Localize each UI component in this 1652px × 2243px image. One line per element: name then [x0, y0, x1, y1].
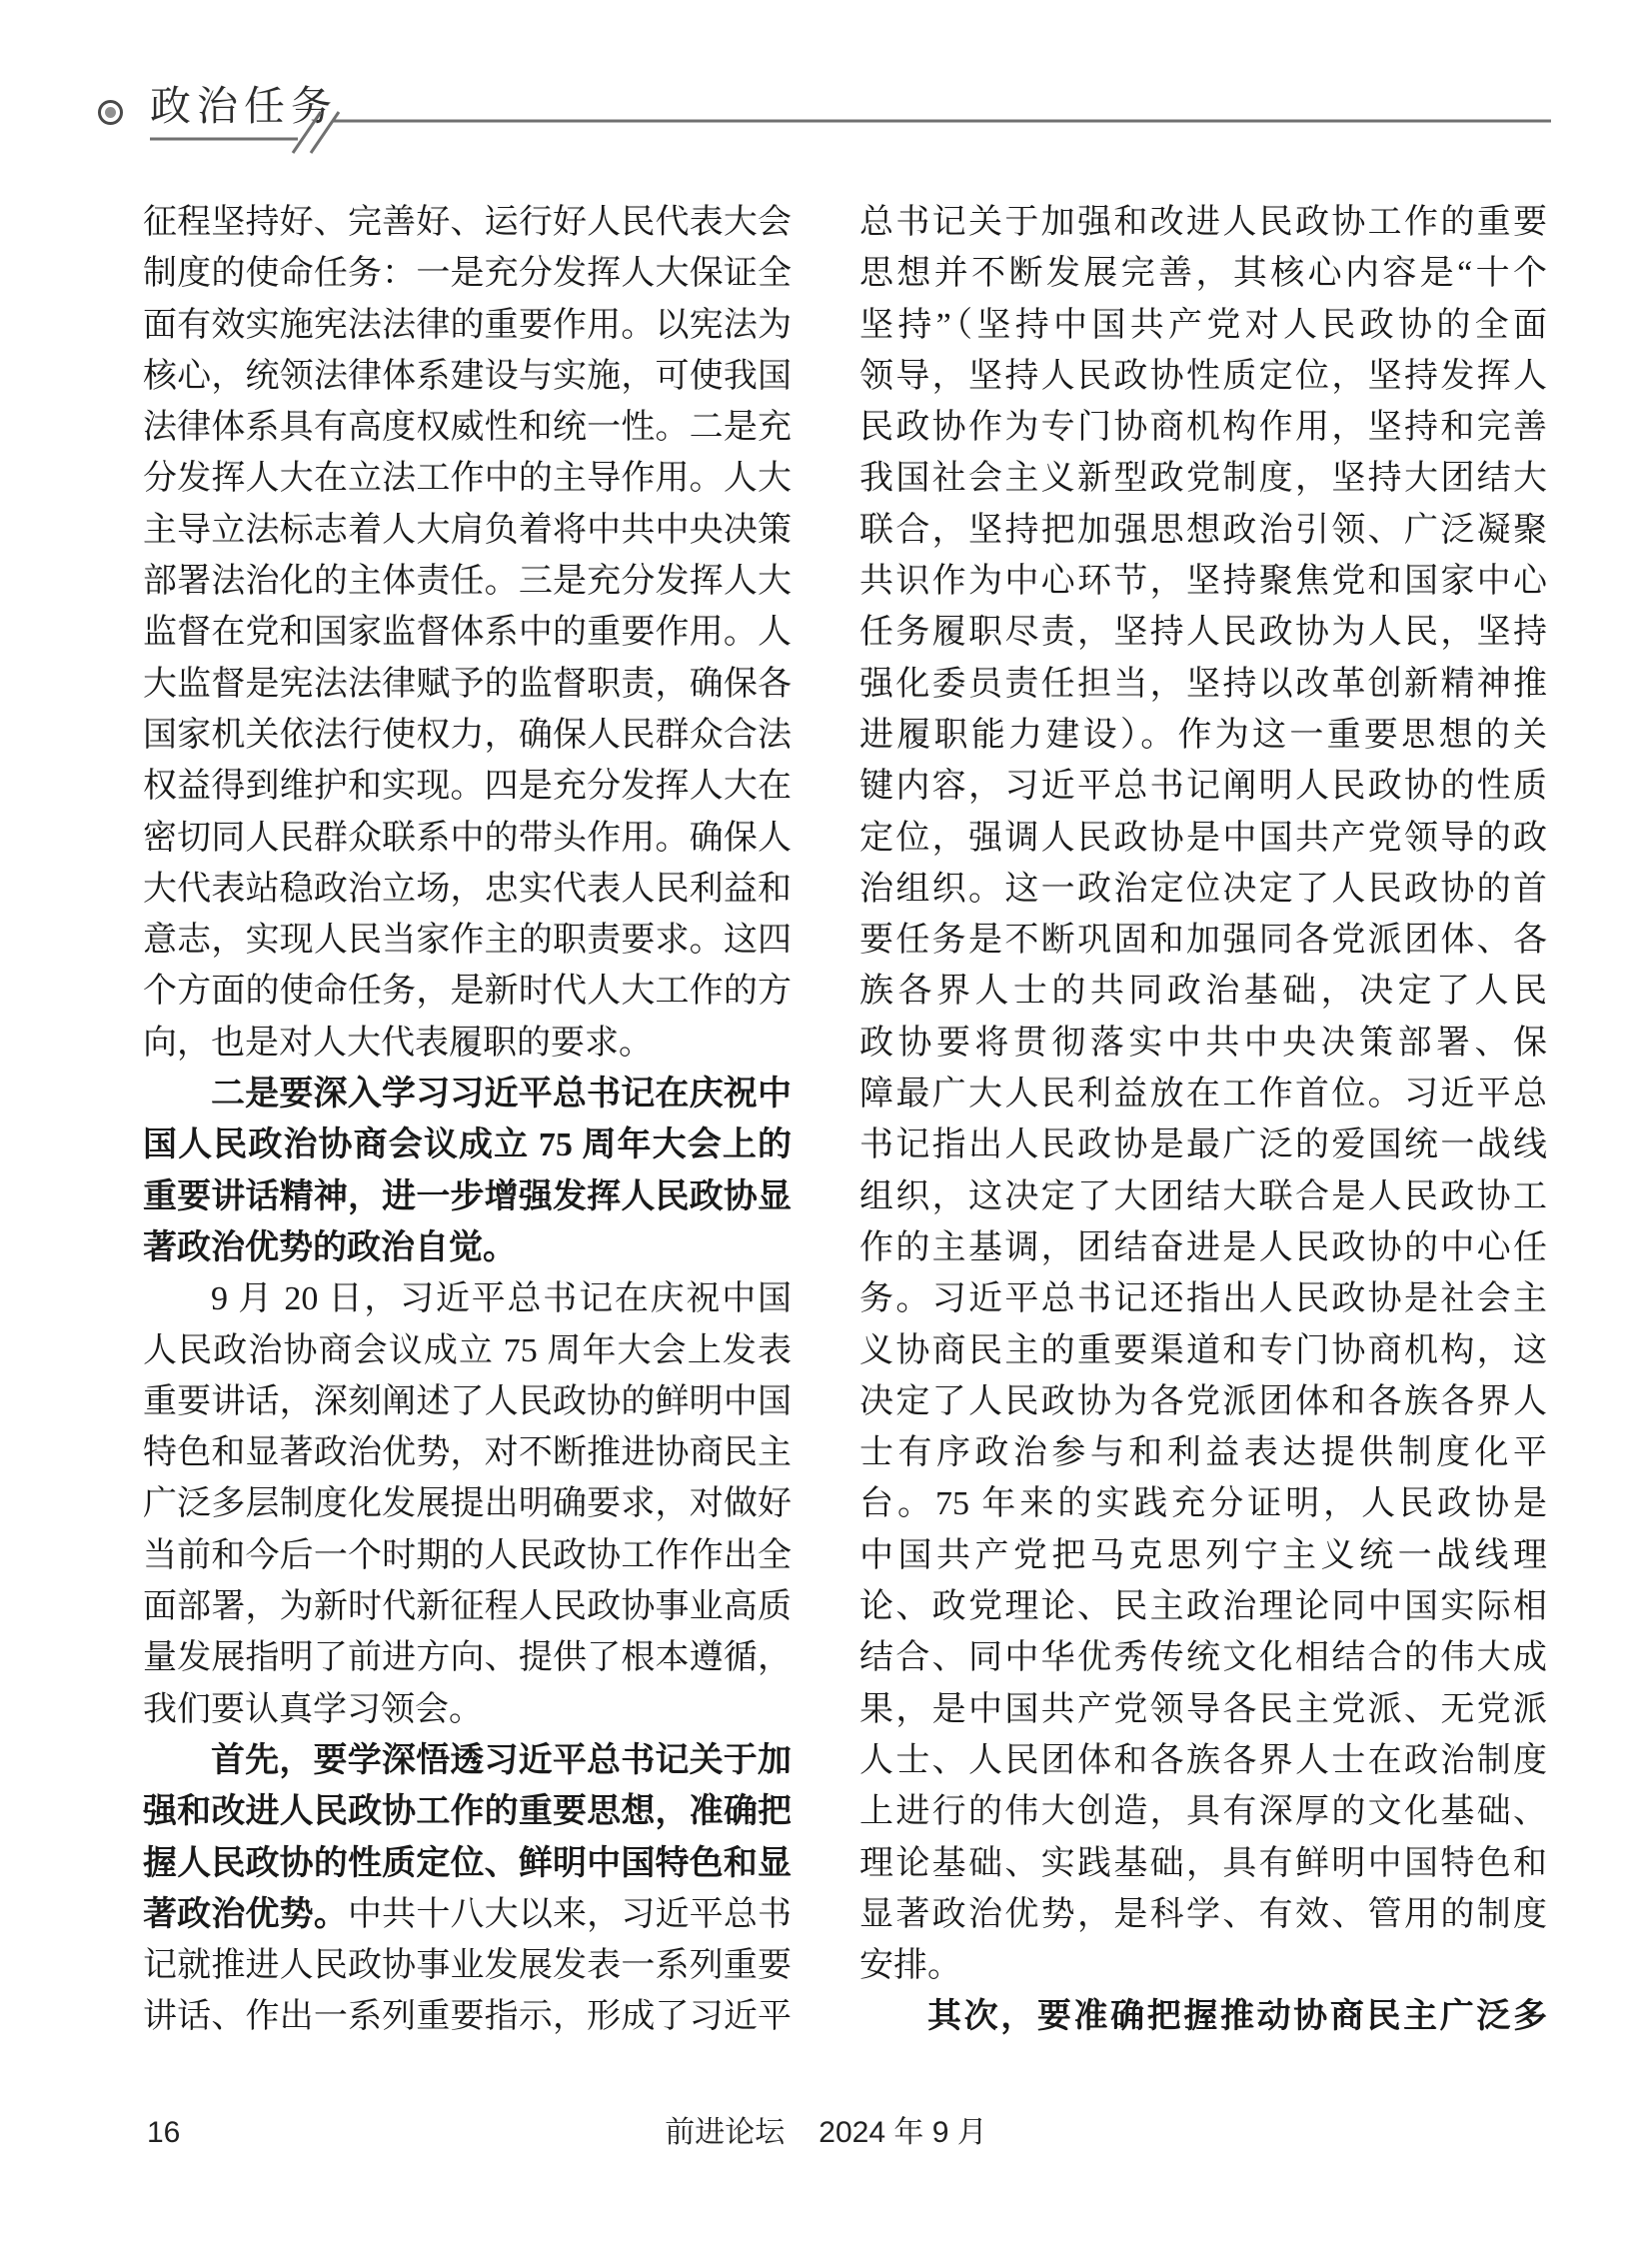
- emphasis-text-segment: 其次，要准确把握推动协商民主广泛多: [927, 1998, 1547, 2036]
- text-line: [143, 248, 792, 299]
- body-text-segment: 台。75 年来的实践充分证明，人民政协是: [859, 1485, 1547, 1523]
- text-line: [143, 1940, 792, 1991]
- body-text-segment: 务。习近平总书记还指出人民政协是社会主: [859, 1280, 1547, 1318]
- text-line: [143, 1478, 792, 1529]
- journal-name: 前进论坛: [665, 2116, 786, 2149]
- body-text-segment: 大监督是宪法法律赋予的监督职责，确保各: [143, 665, 792, 703]
- body-text-segment: 我国社会主义新型政党制度，坚持大团结大: [859, 460, 1547, 498]
- text-line: [143, 505, 792, 556]
- body-text-segment: 定位，强调人民政协是中国共产党领导的政: [859, 819, 1547, 857]
- body-text-segment: 果，是中国共产党领导各民主党派、无党派: [859, 1690, 1547, 1728]
- page-footer: [0, 2115, 1652, 2159]
- body-text-segment: 治组织。这一政治定位决定了人民政协的首: [859, 870, 1547, 908]
- text-line: [143, 1069, 792, 1120]
- text-line: [143, 351, 792, 402]
- text-line: [859, 1273, 1547, 1324]
- text-line: [859, 300, 1547, 351]
- body-text-segment: 重要讲话，深刻阐述了人民政协的鲜明中国: [143, 1382, 792, 1420]
- body-text-segment: 强化委员责任担当，坚持以改革创新精神推: [859, 665, 1547, 703]
- body-text-segment: 结合、同中华优秀传统文化相结合的伟大成: [859, 1639, 1547, 1677]
- body-text-segment: 广泛多层制度化发展提出明确要求，对做好: [143, 1485, 792, 1523]
- text-line: [143, 1376, 792, 1427]
- text-line: [143, 915, 792, 966]
- text-line: [859, 1735, 1547, 1786]
- emphasis-text-segment: 重要讲话精神，进一步增强发挥人民政协显: [143, 1177, 792, 1215]
- body-text-segment: 键内容，习近平总书记阐明人民政协的性质: [859, 768, 1547, 806]
- text-line: [143, 607, 792, 658]
- body-text-segment: 特色和显著政治优势，对不断推进协商民主: [143, 1434, 792, 1472]
- body-text-segment: 障最广大人民利益放在工作首位。习近平总: [859, 1076, 1547, 1114]
- text-line: [859, 1376, 1547, 1427]
- body-text-segment: 大代表站稳政治立场，忠实代表人民利益和: [143, 870, 792, 908]
- body-text-segment: 人士、人民团体和各族各界人士在政治制度: [859, 1741, 1547, 1779]
- text-line: [143, 1222, 792, 1273]
- text-line: [143, 1632, 792, 1683]
- body-text-segment: 制度的使命任务：一是充分发挥人大保证全: [143, 255, 792, 293]
- text-line: [859, 1581, 1547, 1632]
- text-line: [143, 1171, 792, 1222]
- text-line: [143, 659, 792, 710]
- body-text-segment: 要任务是不断巩固和加强同各党派团体、各: [859, 922, 1547, 960]
- body-text-segment: 进履职能力建设）。作为这一重要思想的关: [859, 716, 1547, 754]
- emphasis-text-segment: 国人民政治协商会议成立 75 周年大会上的: [143, 1126, 792, 1164]
- body-text-segment: 人民政治协商会议成立 75 周年大会上发表: [143, 1331, 792, 1369]
- text-line: [143, 1786, 792, 1837]
- text-line: [859, 1325, 1547, 1376]
- body-text-segment: 中共十八大以来，习近平总书: [348, 1895, 792, 1933]
- body-text-segment: 向，也是对人大代表履职的要求。: [143, 1024, 653, 1062]
- emphasis-text-segment: 二是要深入学习习近平总书记在庆祝中: [211, 1076, 792, 1114]
- body-text-segment: 监督在党和国家监督体系中的重要作用。人: [143, 614, 792, 652]
- body-text-segment: 记就推进人民政协事业发展发表一系列重要: [143, 1947, 792, 1985]
- text-line: [143, 1838, 792, 1889]
- body-text-segment: 显著政治优势，是科学、有效、管用的制度: [859, 1895, 1547, 1933]
- text-line: [859, 864, 1547, 915]
- text-line: [143, 1889, 792, 1940]
- body-text-segment: 共识作为中心环节，坚持聚焦党和国家中心: [859, 563, 1547, 601]
- body-text-segment: 领导，坚持人民政协性质定位，坚持发挥人: [859, 357, 1547, 395]
- emphasis-text-segment: 著政治优势。: [143, 1895, 348, 1933]
- section-label: 政治任务: [150, 83, 338, 129]
- text-line: [859, 453, 1547, 504]
- text-line: [859, 1838, 1547, 1889]
- body-text-segment: 政协要将贯彻落实中共中央决策部署、保: [859, 1024, 1547, 1062]
- body-text-segment: 中国共产党把马克思列宁主义统一战线理: [859, 1536, 1547, 1574]
- body-text-segment: 分发挥人大在立法工作中的主导作用。人大: [143, 460, 792, 498]
- text-line: [143, 197, 792, 248]
- text-line: [859, 1530, 1547, 1581]
- text-line: [143, 1581, 792, 1632]
- body-text-segment: 民政协作为专门协商机构作用，坚持和完善: [859, 409, 1547, 447]
- page-number: 16: [147, 2116, 181, 2149]
- text-line: [859, 197, 1547, 248]
- body-text-segment: 总书记关于加强和改进人民政协工作的重要: [859, 204, 1547, 241]
- text-line: [143, 1018, 792, 1069]
- text-line: [859, 1171, 1547, 1222]
- text-line: [859, 659, 1547, 710]
- text-line: [143, 1735, 792, 1786]
- body-text-segment: 个方面的使命任务，是新时代人大工作的方: [143, 973, 792, 1011]
- text-line: [143, 1120, 792, 1170]
- emphasis-text-segment: 强和改进人民政协工作的重要思想，准确把: [143, 1793, 792, 1831]
- text-line: [859, 1222, 1547, 1273]
- text-line: [859, 1069, 1547, 1120]
- text-line: [859, 1427, 1547, 1478]
- text-line: [143, 556, 792, 607]
- header-rule: [0, 0, 1652, 170]
- text-line: [143, 710, 792, 761]
- text-line: [859, 1889, 1547, 1940]
- body-text-segment: 书记指出人民政协是最广泛的爱国统一战线: [859, 1126, 1547, 1164]
- text-line: [143, 1427, 792, 1478]
- text-line: [859, 966, 1547, 1017]
- text-line: [143, 1991, 792, 2042]
- text-line: [859, 1018, 1547, 1069]
- right-column: [859, 197, 1547, 2043]
- body-text-segment: 作的主基调，团结奋进是人民政协的中心任: [859, 1228, 1547, 1266]
- text-line: [143, 966, 792, 1017]
- text-line: [143, 761, 792, 812]
- text-line: [859, 915, 1547, 966]
- text-line: [859, 813, 1547, 864]
- body-text-segment: 族各界人士的共同政治基础，决定了人民: [859, 973, 1547, 1011]
- body-text-segment: 理论基础、实践基础，具有鲜明中国特色和: [859, 1844, 1547, 1882]
- text-line: [143, 864, 792, 915]
- body-text-segment: 论、政党理论、民主政治理论同中国实际相: [859, 1588, 1547, 1626]
- body-text-segment: 我们要认真学习领会。: [143, 1690, 483, 1728]
- issue-date: 2024 年 9 月: [819, 2116, 987, 2149]
- text-line: [143, 1684, 792, 1735]
- body-text-segment: 权益得到维护和实现。四是充分发挥人大在: [143, 768, 792, 806]
- emphasis-text-segment: 握人民政协的性质定位、鲜明中国特色和显: [143, 1844, 792, 1882]
- text-line: [859, 505, 1547, 556]
- text-line: [859, 1478, 1547, 1529]
- body-text-segment: 决定了人民政协为各党派团体和各族各界人: [859, 1382, 1547, 1420]
- footer-center: [0, 2115, 1652, 2151]
- text-line: [143, 300, 792, 351]
- body-text-segment: 国家机关依法行使权力，确保人民群众合法: [143, 716, 792, 754]
- body-text-segment: 部署法治化的主体责任。三是充分发挥人大: [143, 563, 792, 601]
- emphasis-text-segment: 首先，要学深悟透习近平总书记关于加: [211, 1741, 792, 1779]
- body-text-segment: 义协商民主的重要渠道和专门协商机构，这: [859, 1331, 1547, 1369]
- body-text-segment: 思想并不断发展完善，其核心内容是“十个: [859, 255, 1547, 293]
- text-line: [859, 710, 1547, 761]
- body-text-segment: 任务履职尽责，坚持人民政协为人民，坚持: [859, 614, 1547, 652]
- body-text-segment: 意志，实现人民当家作主的职责要求。这四: [143, 922, 792, 960]
- body-text-segment: 上进行的伟大创造，具有深厚的文化基础、: [859, 1793, 1547, 1831]
- body-text-segment: 法律体系具有高度权威性和统一性。二是充: [143, 409, 792, 447]
- text-line: [143, 1325, 792, 1376]
- body-text-segment: 安排。: [859, 1947, 961, 1985]
- body-text-segment: 量发展指明了前进方向、提供了根本遵循，: [143, 1639, 792, 1677]
- text-line: [859, 248, 1547, 299]
- text-line: [143, 1530, 792, 1581]
- text-line: [859, 607, 1547, 658]
- body-text-segment: 联合，坚持把加强思想政治引领、广泛凝聚: [859, 511, 1547, 549]
- text-line: [859, 761, 1547, 812]
- text-line: [143, 402, 792, 453]
- text-line: [859, 351, 1547, 402]
- text-line: [859, 1940, 1547, 1991]
- text-line: [859, 1991, 1547, 2042]
- text-line: [143, 813, 792, 864]
- text-line: [859, 1120, 1547, 1170]
- body-text-segment: 讲话、作出一系列重要指示，形成了习近平: [143, 1998, 792, 2036]
- text-line: [859, 1786, 1547, 1837]
- body-text-segment: 士有序政治参与和利益表达提供制度化平: [859, 1434, 1547, 1472]
- body-text-segment: 主导立法标志着人大肩负着将中共中央决策: [143, 511, 792, 549]
- body-text-segment: 9 月 20 日，习近平总书记在庆祝中国: [211, 1280, 792, 1318]
- body-text-segment: 面部署，为新时代新征程人民政协事业高质: [143, 1588, 792, 1626]
- text-line: [859, 402, 1547, 453]
- body-text-segment: 面有效实施宪法法律的重要作用。以宪法为: [143, 306, 792, 344]
- body-text-segment: 征程坚持好、完善好、运行好人民代表大会: [143, 204, 792, 241]
- text-line: [859, 1684, 1547, 1735]
- text-line: [143, 1273, 792, 1324]
- emphasis-text-segment: 著政治优势的政治自觉。: [143, 1228, 517, 1266]
- body-text-segment: 密切同人民群众联系中的带头作用。确保人: [143, 819, 792, 857]
- body-text-segment: 核心，统领法律体系建设与实施，可使我国: [143, 357, 792, 395]
- text-line: [143, 453, 792, 504]
- left-column: [143, 197, 792, 2043]
- body-text-segment: 当前和今后一个时期的人民政协工作作出全: [143, 1536, 792, 1574]
- body-text-segment: 坚持”（坚持中国共产党对人民政协的全面: [859, 306, 1547, 344]
- text-line: [859, 556, 1547, 607]
- text-line: [859, 1632, 1547, 1683]
- body-text-segment: 组织，这决定了大团结大联合是人民政协工: [859, 1177, 1547, 1215]
